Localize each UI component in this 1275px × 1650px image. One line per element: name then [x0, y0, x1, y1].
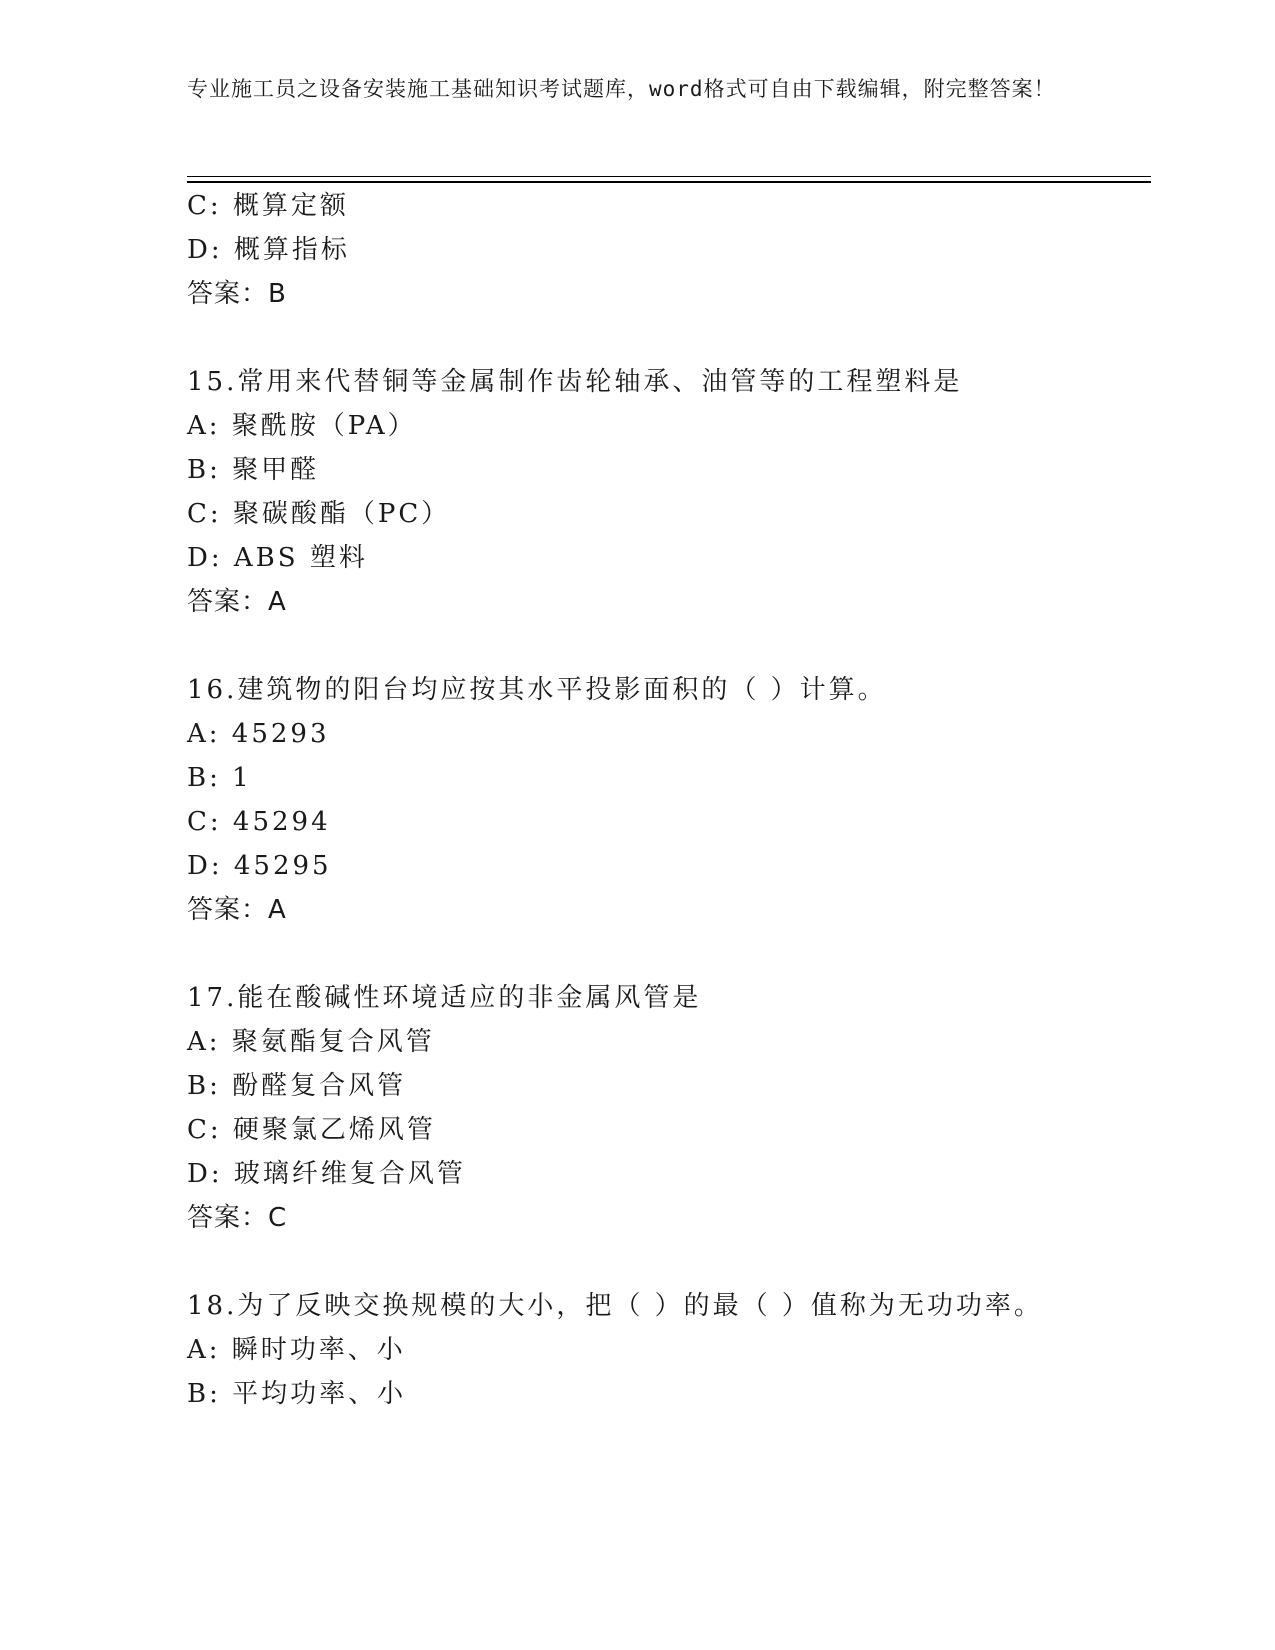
answer: 答案：A: [187, 587, 287, 617]
option-b: B: 平均功率、小: [187, 1379, 407, 1409]
header-text: 专业施工员之设备安装施工基础知识考试题库，word格式可自由下载编辑，附完整答案！: [187, 77, 1056, 101]
answer: 答案：B: [187, 279, 287, 309]
answer: 答案：C: [187, 1203, 288, 1233]
option-b: B: 聚甲醛: [187, 455, 320, 485]
option-d: D: 概算指标: [187, 235, 350, 265]
header-rule-thin: [187, 176, 1151, 177]
option-c: C: 聚碳酸酯（PC）: [187, 499, 451, 529]
option-b: B: 1: [187, 763, 252, 793]
option-c: C: 概算定额: [187, 191, 349, 221]
option-d: D: ABS 塑料: [187, 543, 368, 573]
question-18: 18.为了反映交换规模的大小，把（ ）的最（ ）值称为无功功率。: [187, 1291, 1043, 1321]
option-a: A: 45293: [187, 719, 330, 749]
option-a: A: 聚酰胺（PA）: [187, 411, 417, 441]
header-rule-thick: [187, 181, 1151, 183]
question-17: 17.能在酸碱性环境适应的非金属风管是: [187, 983, 702, 1013]
question-16: 16.建筑物的阳台均应按其水平投影面积的（ ）计算。: [187, 675, 887, 705]
question-15: 15.常用来代替铜等金属制作齿轮轴承、油管等的工程塑料是: [187, 367, 963, 397]
option-c: C: 硬聚氯乙烯风管: [187, 1115, 436, 1145]
option-d: D: 玻璃纤维复合风管: [187, 1159, 466, 1189]
answer: 答案：A: [187, 895, 287, 925]
option-a: A: 瞬时功率、小: [187, 1335, 406, 1365]
option-c: C: 45294: [187, 807, 331, 837]
option-b: B: 酚醛复合风管: [187, 1071, 407, 1101]
option-a: A: 聚氨酯复合风管: [187, 1027, 435, 1057]
document-header: [187, 74, 1067, 105]
option-d: D: 45295: [187, 851, 332, 881]
